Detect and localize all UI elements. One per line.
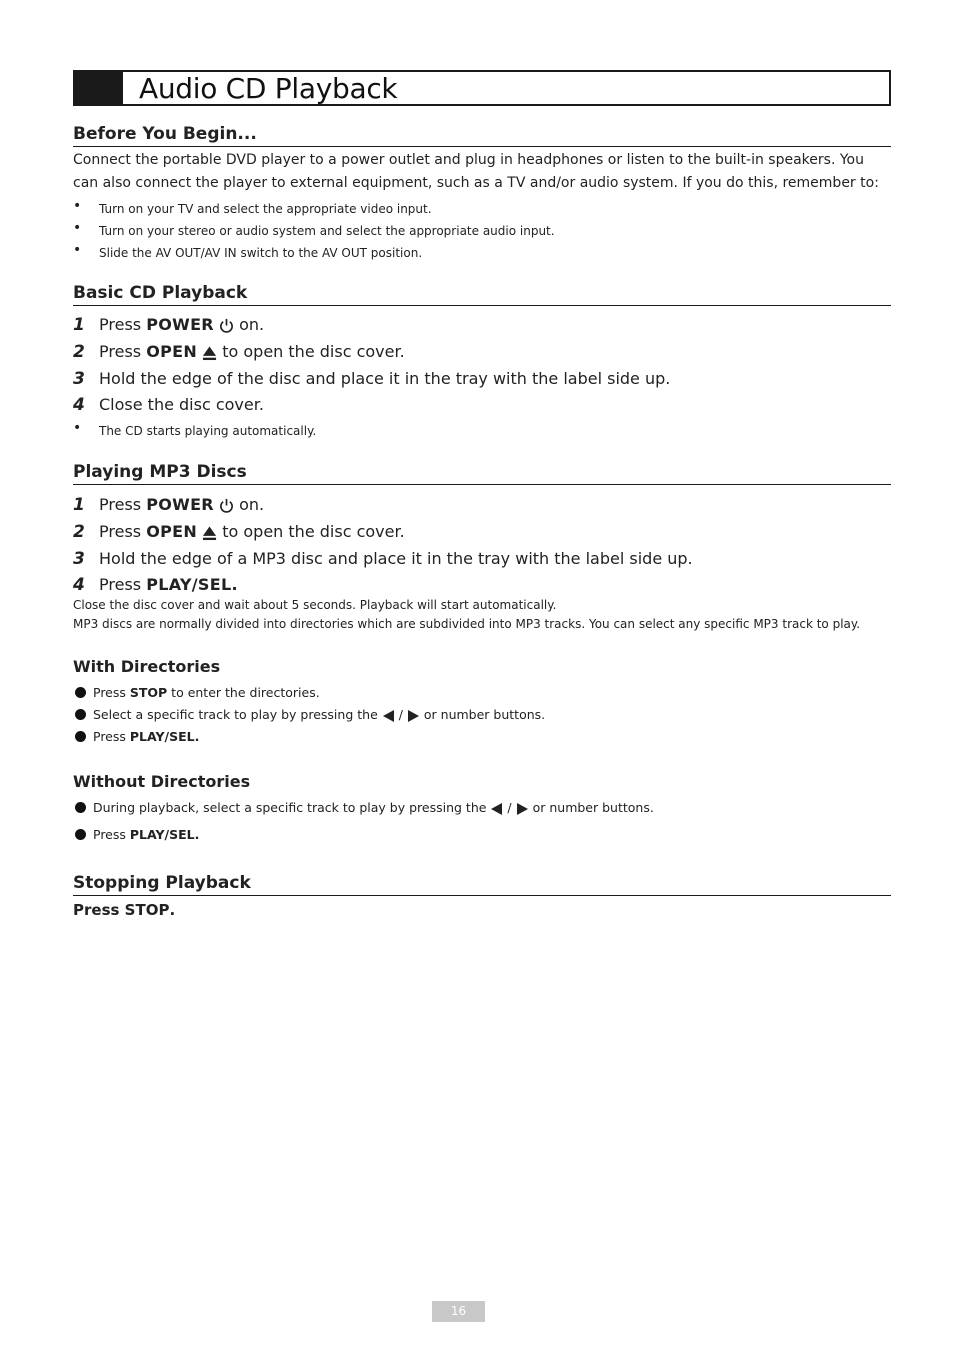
title-block-decoration: [75, 72, 123, 104]
section-heading-mp3: Playing MP3 Discs: [73, 462, 891, 485]
previous-arrow-icon: [490, 803, 503, 815]
bullet-dot-icon: •: [73, 420, 82, 436]
bullet-circle-icon: [75, 709, 86, 720]
bullet-circle-icon: [75, 731, 86, 742]
next-arrow-icon: [407, 710, 420, 722]
section-heading-before: Before You Begin...: [73, 124, 891, 147]
power-icon: [219, 318, 234, 333]
bullet-circle-icon: [75, 829, 86, 840]
next-arrow-icon: [516, 803, 529, 815]
mp3-note: Close the disc cover and wait about 5 seconds. Playback will start automatically.: [73, 598, 557, 612]
section-heading-without-directories: Without Directories: [73, 772, 251, 791]
stopping-instruction: Press STOP.: [73, 901, 176, 919]
page-title-bar: [73, 70, 891, 106]
previous-arrow-icon: [382, 710, 395, 722]
power-icon: [219, 498, 234, 513]
bullet-dot-icon: •: [73, 198, 82, 214]
bullet-circle-icon: [75, 802, 86, 813]
before-paragraph: Connect the portable DVD player to a power outlet and plug in headphones or listen to the built-in speakers. You can also connect the player to external equipment, such as a TV and/or audio system. If you do this, remember to:: [73, 152, 879, 191]
section-heading-with-directories: With Directories: [73, 657, 221, 676]
section-heading-basic: Basic CD Playback: [73, 283, 891, 306]
section-heading-stopping: Stopping Playback: [73, 873, 891, 896]
page-number: 16: [432, 1301, 485, 1322]
eject-icon: [202, 345, 217, 361]
mp3-note: MP3 discs are normally divided into directories which are subdivided into MP3 tracks. You can select any specific MP3 track to play.: [73, 617, 861, 631]
bullet-circle-icon: [75, 687, 86, 698]
page-title: Audio CD Playback: [139, 71, 398, 105]
bullet-dot-icon: •: [73, 242, 82, 258]
eject-icon: [202, 525, 217, 541]
bullet-dot-icon: •: [73, 220, 82, 236]
